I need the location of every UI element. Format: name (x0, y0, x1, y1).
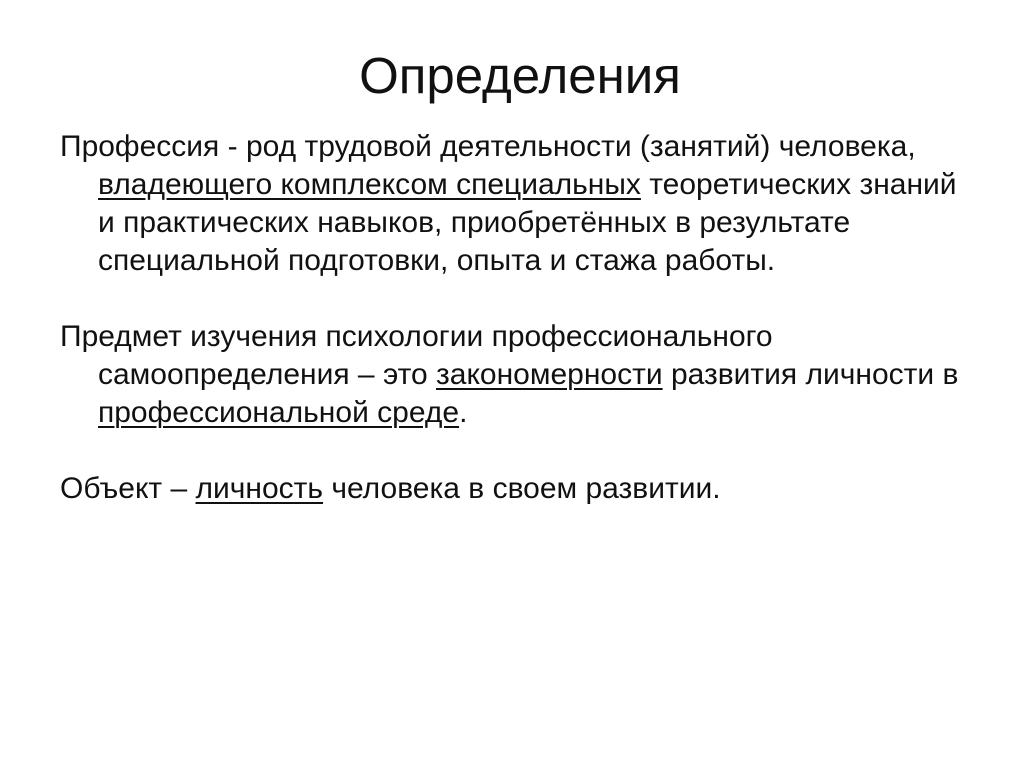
definition-object (60, 470, 960, 508)
underlined-text-run: владеющего комплексом специальных (98, 168, 641, 201)
definition-subject (60, 318, 960, 432)
underlined-text-run: личность (195, 472, 324, 505)
slide-title: Определения (359, 47, 681, 104)
text-run: . (459, 396, 468, 429)
text-run: Объект – (60, 472, 196, 505)
text-run: человека в своем развитии. (323, 472, 721, 505)
text-run: развития личности в (662, 358, 959, 391)
underlined-text-run: профессиональной среде (98, 396, 460, 429)
text-run: Профессия - род трудовой деятельности (занятий) человека, (60, 130, 916, 163)
definition-profession (60, 128, 960, 280)
text-run: Предмет изучения психологии профессионального самоопределения – это (60, 320, 773, 391)
text-run: теоретических знаний и практических навыков, приобретённых в результате специальной подготовки, опыта и стажа работы. (98, 168, 957, 277)
slide-body (60, 128, 960, 508)
underlined-text-run: закономерности (436, 358, 663, 391)
